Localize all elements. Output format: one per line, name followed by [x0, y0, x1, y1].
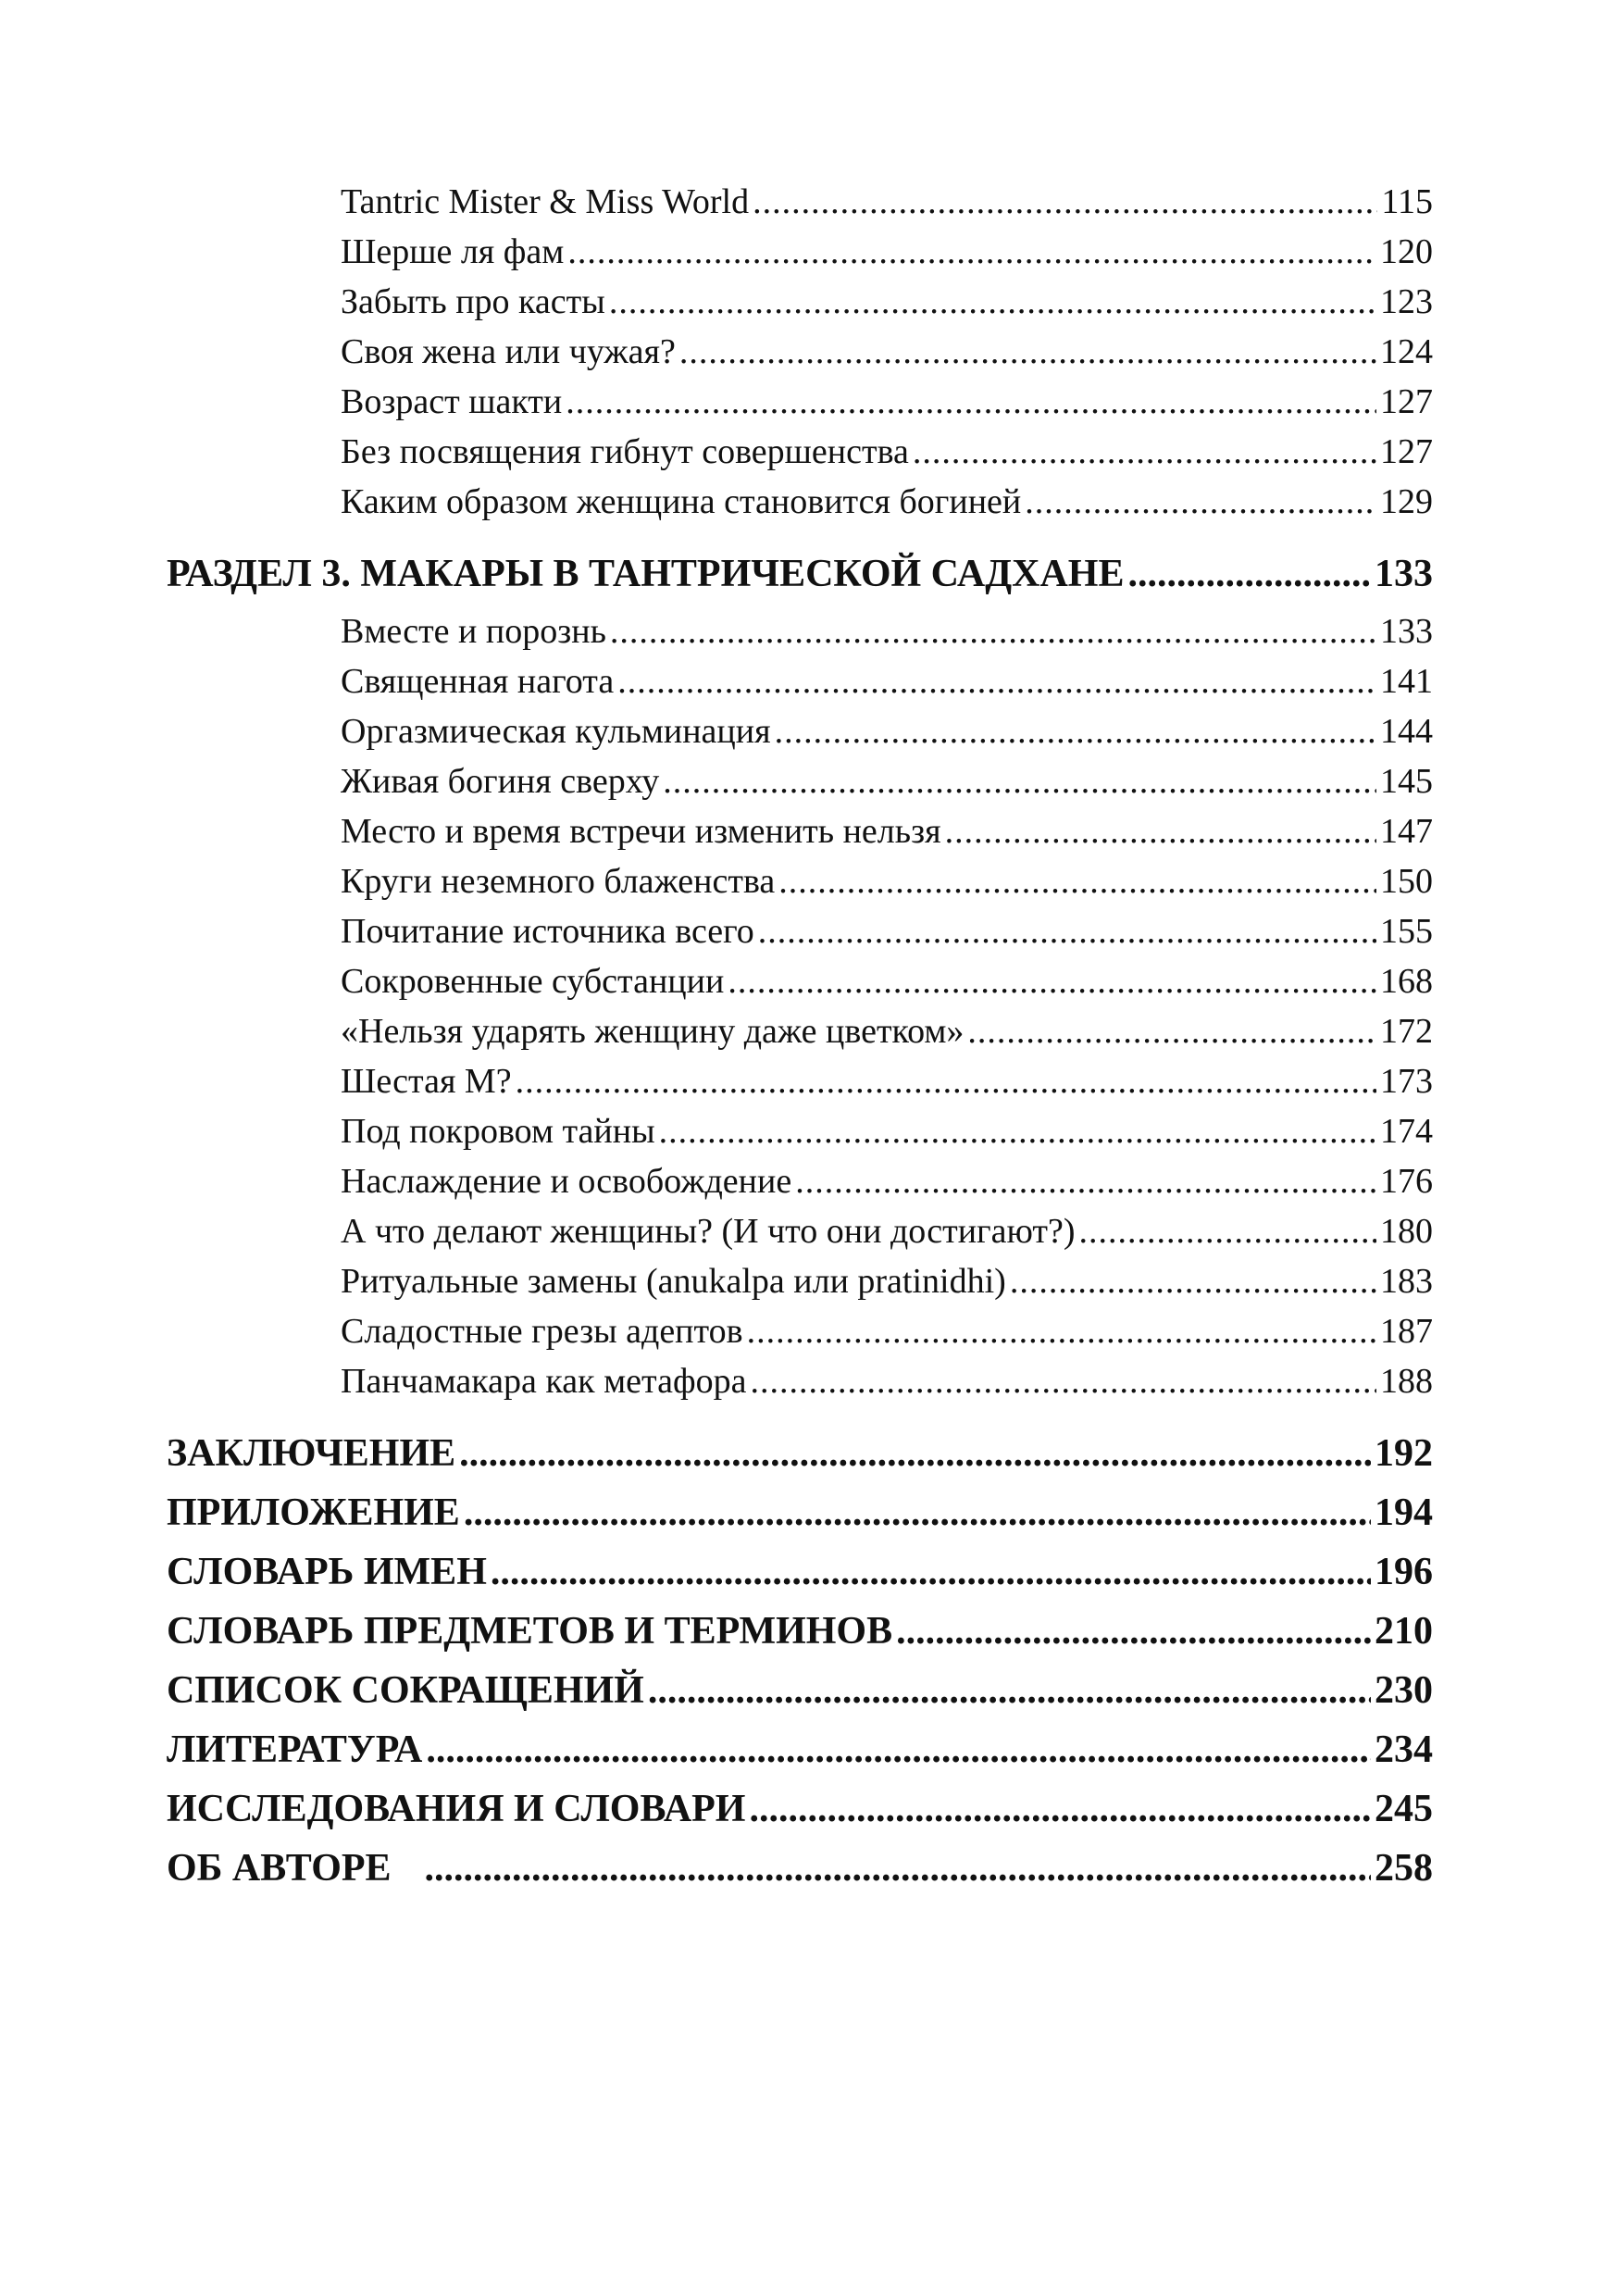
toc-entry-title: Круги неземного блаженства — [341, 862, 776, 901]
toc-entry-title: Место и время встречи изменить нельзя — [341, 812, 941, 851]
toc-section-heading — [167, 552, 1433, 607]
dot-leader — [913, 431, 1376, 472]
dot-leader — [1127, 552, 1371, 596]
toc-entry-page: 129 — [1380, 482, 1433, 521]
dot-leader — [1079, 1211, 1376, 1252]
toc-entry — [341, 661, 1433, 711]
dot-leader — [425, 1846, 1371, 1890]
dot-leader — [648, 1668, 1371, 1713]
toc-entry — [341, 1011, 1433, 1061]
toc-section-page: 194 — [1375, 1491, 1433, 1534]
dot-leader — [679, 331, 1376, 372]
toc-entry-title: Tantric Mister & Miss World — [341, 182, 750, 221]
toc-entry-page: 115 — [1381, 182, 1433, 221]
toc-section-page: 210 — [1375, 1610, 1433, 1653]
toc-entry — [341, 231, 1433, 281]
dot-leader — [1010, 1261, 1376, 1302]
dot-leader — [491, 1550, 1371, 1594]
toc-section-heading — [167, 1491, 1433, 1546]
toc-section-page: 245 — [1375, 1788, 1433, 1830]
toc-section-title: СЛОВАРЬ ПРЕДМЕТОВ И ТЕРМИНОВ — [167, 1610, 893, 1653]
toc-entry — [341, 711, 1433, 761]
toc-entry-page: 145 — [1380, 762, 1433, 801]
toc-entry-title: А что делают женщины? (И что они достигают?) — [341, 1212, 1076, 1251]
toc-section-heading — [167, 1846, 1433, 1902]
toc-entry-page: 141 — [1380, 662, 1433, 701]
toc-entry — [341, 1211, 1433, 1261]
toc-entry-title: Без посвящения гибнут совершенства — [341, 432, 909, 471]
toc-section-title: ОБ АВТОРЕ — [167, 1847, 392, 1890]
toc-entry — [341, 1061, 1433, 1111]
toc-entry-page: 176 — [1380, 1162, 1433, 1201]
toc-entry — [341, 1111, 1433, 1161]
toc-entry — [341, 381, 1433, 431]
toc-entry — [341, 811, 1433, 861]
toc-entry-page: 123 — [1380, 282, 1433, 321]
toc-entry-title: Живая богиня сверху — [341, 762, 660, 801]
dot-leader — [609, 281, 1376, 322]
toc-entry — [341, 1311, 1433, 1361]
toc-entry — [341, 481, 1433, 531]
dot-leader — [775, 711, 1376, 752]
dot-leader — [750, 1361, 1376, 1402]
toc-entry-page: 173 — [1380, 1062, 1433, 1101]
toc-entry-page: 174 — [1380, 1112, 1433, 1151]
toc-entry-page: 168 — [1380, 962, 1433, 1001]
toc-entry — [341, 1161, 1433, 1211]
toc-section-title: СПИСОК СОКРАЩЕНИЙ — [167, 1669, 644, 1712]
toc-section-title: ЛИТЕРАТУРА — [167, 1728, 423, 1771]
dot-leader — [967, 1011, 1376, 1052]
dot-leader — [758, 911, 1376, 952]
toc-entry-title: Сокровенные субстанции — [341, 962, 725, 1001]
dot-leader — [753, 181, 1377, 222]
toc-entry — [341, 281, 1433, 331]
dot-leader — [516, 1061, 1376, 1102]
toc-entry-page: 172 — [1380, 1012, 1433, 1051]
toc-section-title: РАЗДЕЛ 3. МАКАРЫ В ТАНТРИЧЕСКОЙ САДХАНЕ — [167, 553, 1125, 595]
toc-entry — [341, 1261, 1433, 1311]
toc-entry-title: Шерше ля фам — [341, 232, 565, 271]
dot-leader — [663, 761, 1376, 802]
toc-entry-title: Вместе и порознь — [341, 612, 606, 651]
dot-leader — [459, 1431, 1371, 1476]
dot-leader — [945, 811, 1376, 852]
toc-entry-page: 120 — [1380, 232, 1433, 271]
toc-section-heading — [167, 1609, 1433, 1665]
toc-entry-title: Панчамакара как метафора — [341, 1362, 747, 1401]
toc-section-title: СЛОВАРЬ ИМЕН — [167, 1551, 487, 1593]
dot-leader — [464, 1491, 1371, 1535]
toc-entry — [341, 611, 1433, 661]
toc-entry-title: Почитание источника всего — [341, 912, 754, 951]
toc-entry-page: 183 — [1380, 1262, 1433, 1301]
toc-section-page: 192 — [1375, 1432, 1433, 1475]
toc-entry-title: «Нельзя ударять женщину даже цветком» — [341, 1012, 965, 1051]
dot-leader — [728, 961, 1376, 1002]
toc-entry-page: 147 — [1380, 812, 1433, 851]
toc-entry — [341, 861, 1433, 911]
dot-leader — [617, 661, 1376, 702]
toc-entry-page: 150 — [1380, 862, 1433, 901]
toc-entry — [341, 961, 1433, 1011]
toc-section-page: 258 — [1375, 1847, 1433, 1890]
toc-entry-title: Оргазмическая кульминация — [341, 712, 771, 751]
toc-entry-title: Каким образом женщина становится богиней — [341, 482, 1022, 521]
toc-entry-page: 144 — [1380, 712, 1433, 751]
toc-entry-page: 187 — [1380, 1312, 1433, 1351]
toc-entry — [341, 1361, 1433, 1411]
toc-entry-page: 127 — [1380, 432, 1433, 471]
dot-leader — [896, 1609, 1371, 1653]
dot-leader — [659, 1111, 1376, 1152]
toc-section-heading — [167, 1550, 1433, 1605]
toc-entry-page: 127 — [1380, 382, 1433, 421]
toc-section-heading — [167, 1728, 1433, 1783]
toc-entry-page: 180 — [1380, 1212, 1433, 1251]
toc-entry — [341, 181, 1433, 231]
toc-entry-title: Ритуальные замены (anukalpa или pratinidhi) — [341, 1262, 1006, 1301]
toc-section-title: ЗАКЛЮЧЕНИЕ — [167, 1432, 456, 1475]
toc-entry-title: Наслаждение и освобождение — [341, 1162, 792, 1201]
toc-section-title: ПРИЛОЖЕНИЕ — [167, 1491, 460, 1534]
dot-leader — [610, 611, 1376, 652]
dot-leader — [567, 231, 1376, 272]
toc-entry-page: 133 — [1380, 612, 1433, 651]
toc-entry-title: Шестая М? — [341, 1062, 512, 1101]
toc-entry-title: Под покровом тайны — [341, 1112, 655, 1151]
toc-entry — [341, 911, 1433, 961]
toc-entry-title: Священная нагота — [341, 662, 615, 701]
toc-entry-page: 124 — [1380, 332, 1433, 371]
toc-entry-title: Возраст шакти — [341, 382, 563, 421]
dot-leader — [778, 861, 1376, 902]
dot-leader — [749, 1787, 1371, 1831]
toc-entry-title: Сладостные грезы адептов — [341, 1312, 743, 1351]
toc-entry — [341, 331, 1433, 381]
toc-section-page: 230 — [1375, 1669, 1433, 1712]
toc-entry — [341, 761, 1433, 811]
toc-section-heading — [167, 1668, 1433, 1724]
toc-entry — [341, 431, 1433, 481]
dot-leader — [566, 381, 1376, 422]
toc-section-page: 234 — [1375, 1728, 1433, 1771]
toc-section-page: 196 — [1375, 1551, 1433, 1593]
toc-entry-page: 155 — [1380, 912, 1433, 951]
dot-leader — [426, 1728, 1371, 1772]
toc-entry-title: Забыть про касты — [341, 282, 605, 321]
dot-leader — [795, 1161, 1376, 1202]
toc-entry-page: 188 — [1380, 1362, 1433, 1401]
toc-section-heading — [167, 1787, 1433, 1842]
dot-leader — [1025, 481, 1376, 522]
toc-entry-title: Своя жена или чужая? — [341, 332, 676, 371]
toc-section-title: ИССЛЕДОВАНИЯ И СЛОВАРИ — [167, 1788, 746, 1830]
dot-leader — [747, 1311, 1376, 1352]
toc-section-heading — [167, 1431, 1433, 1487]
toc-section-page: 133 — [1375, 553, 1433, 595]
